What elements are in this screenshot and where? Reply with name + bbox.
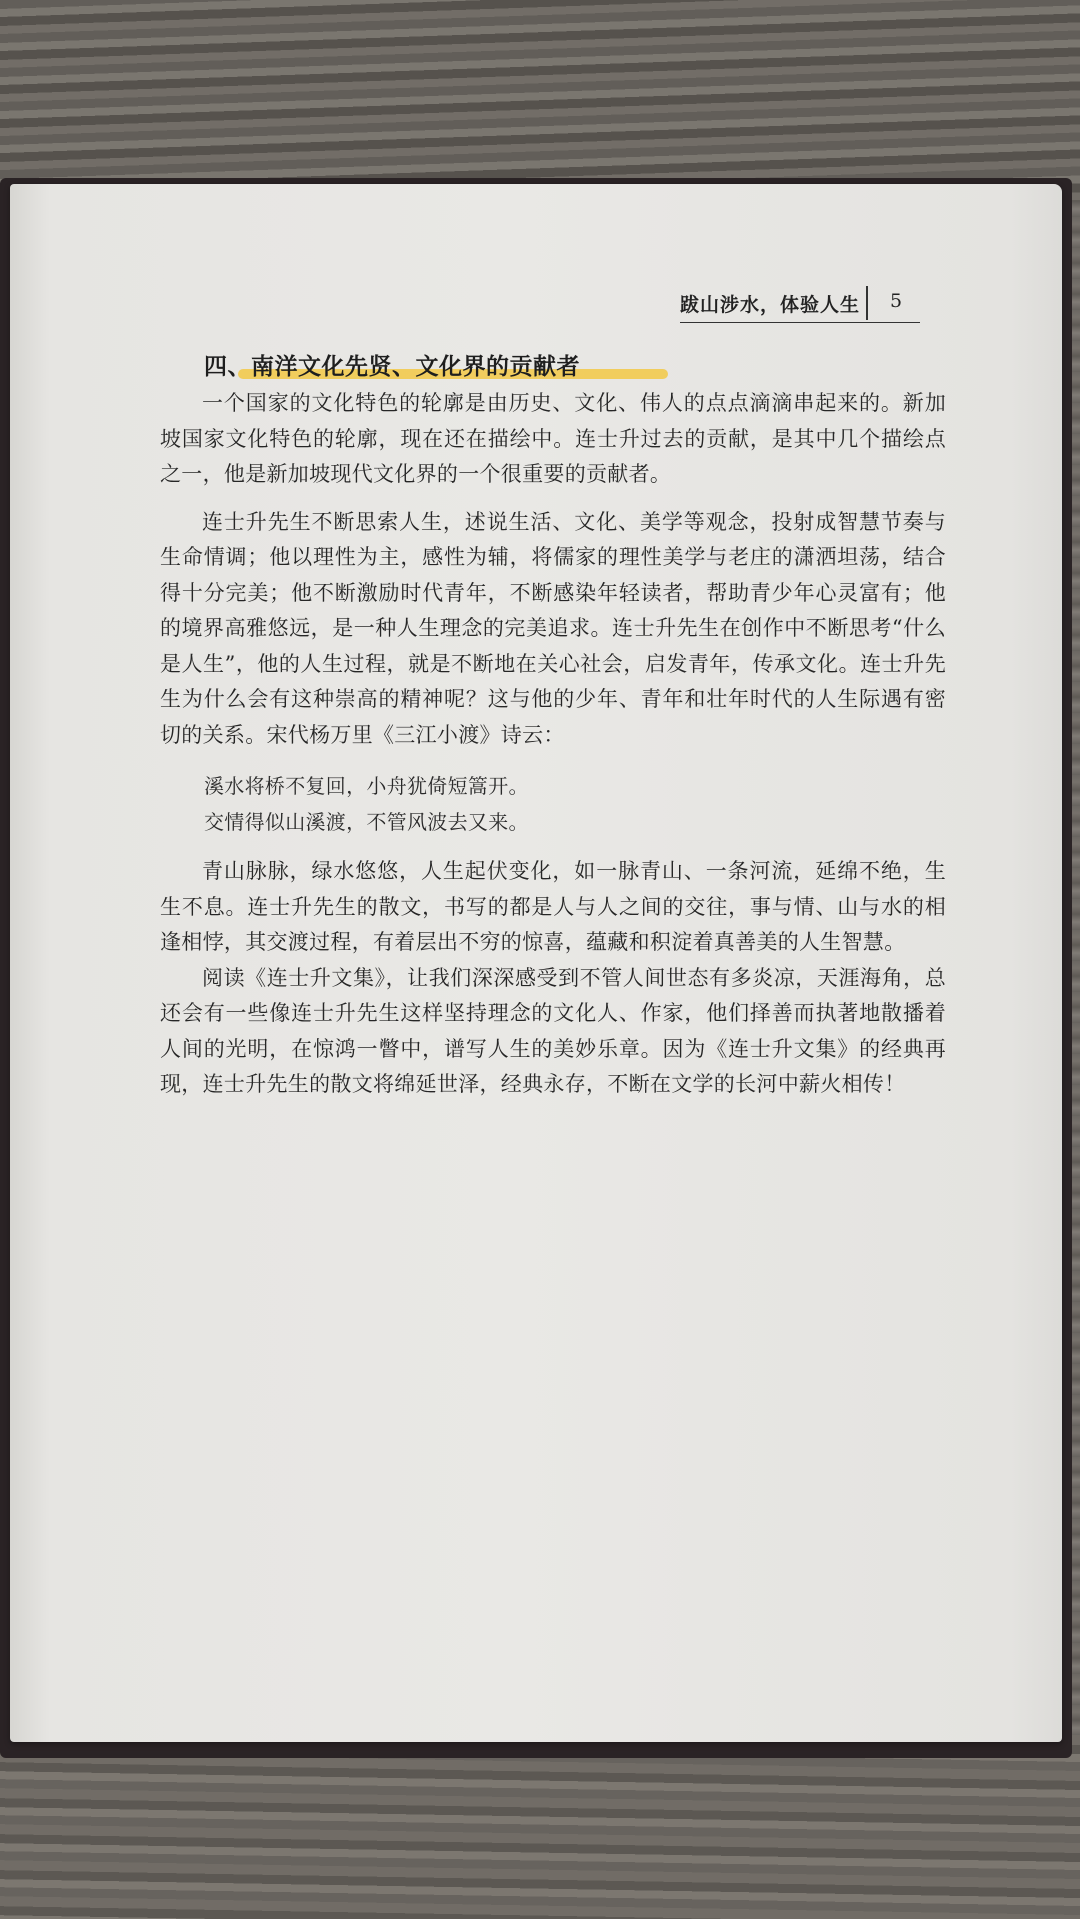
paragraph-4: 阅读《连士升文集》，让我们深深感受到不管人间世态有多炎凉，天涯海角，总还会有一些像连士升先生这样坚持理念的文化人、作家，他们择善而执著地散播着人间的光明，在惊鸿一瞥中，谱写人生的美妙乐章。因为《连士升文集》的经典再现，连士升先生的散文将绵延世泽，经典永存，不断在文学的长河中薪火相传！ bbox=[160, 965, 946, 1096]
header-separator bbox=[866, 286, 868, 320]
wood-table-top bbox=[0, 0, 1080, 200]
running-header bbox=[680, 288, 920, 323]
paragraph-2: 连士升先生不断思索人生，述说生活、文化、美学等观念，投射成智慧节奏与生命情调；他以理性为主，感性为辅，将儒家的理性美学与老庄的潇洒坦荡，结合得十分完美；他不断激励时代青年，不断感染年轻读者，帮助青少年心灵富有；他的境界高雅悠远，是一种人生理念的完美追求。连士升先生在创作中不断思考“什么是人生”，他的人生过程，就是不断地在关心社会，启发青年，传承文化。连士升先生为什么会有这种崇高的精神呢？这与他的少年、青年和壮年时代的人生际遇有密切的关系。宋代杨万里《三江小渡》诗云： bbox=[160, 509, 946, 747]
page-number: 5 bbox=[890, 290, 904, 312]
body-text bbox=[160, 386, 946, 1103]
paragraph-3: 青山脉脉，绿水悠悠，人生起伏变化，如一脉青山、一条河流，延绵不绝，生生不息。连士升先生的散文，书写的都是人与人之间的交往，事与情、山与水的相逢相悖，其交渡过程，有着层出不穷的惊喜，蕴藏和积淀着真善美的人生智慧。 bbox=[160, 859, 946, 954]
wood-table-bottom bbox=[0, 1735, 1080, 1919]
poem-line-1: 溪水将桥不复回，小舟犹倚短篙开。 bbox=[204, 774, 529, 798]
section-heading: 四、南洋文化先贤、文化界的贡献者 bbox=[204, 353, 580, 380]
paragraph-1: 一个国家的文化特色的轮廓是由历史、文化、伟人的点点滴滴串起来的。新加坡国家文化特色的轮廓，现在还在描绘中。连士升过去的贡献，是其中几个描绘点之一，他是新加坡现代文化界的一个很重要的贡献者。 bbox=[160, 391, 946, 486]
running-title: 跋山涉水，体验人生 bbox=[680, 294, 861, 316]
poem bbox=[204, 769, 946, 840]
poem-line-2: 交情得似山溪渡，不管风波去又来。 bbox=[204, 809, 529, 834]
